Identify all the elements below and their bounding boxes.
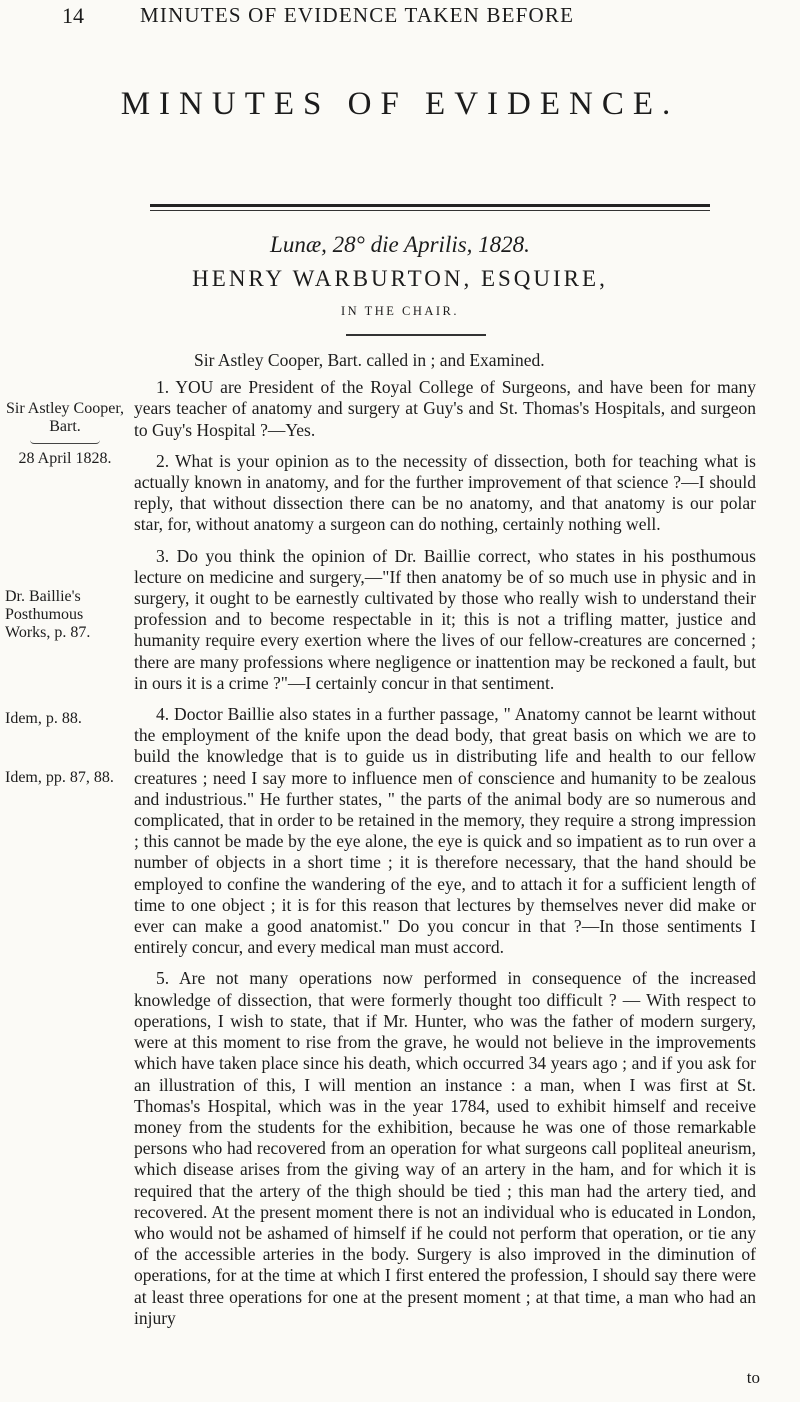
chair-subtitle: IN THE CHAIR. <box>340 304 460 318</box>
evidence-paragraph: 1. YOU are President of the Royal College of Surgeons, and have been for many years teacher of anatomy and surgery at Guy's and St. Thomas's Hospitals, and surgeon to Guy's Hospital ?—Yes. <box>134 377 756 440</box>
margin-note-citation: Idem, pp. 87, 88. <box>5 769 114 786</box>
margin-note-citation: Idem, p. 88. <box>5 710 82 727</box>
running-title: MINUTES OF EVIDENCE TAKEN BEFORE <box>140 3 575 27</box>
evidence-paragraph: 2. What is your opinion as to the necessity of dissection, both for teaching what is actually known in anatomy, and for the further improvement of that science ?—I should reply, that without dissection there can be no anatomy, and that anatomy is our polar star, for, without anatomy a surgeon can do nothing, certainly nothing well. <box>134 450 756 535</box>
page-number: 14 <box>62 3 84 28</box>
double-rule-thin <box>150 210 710 211</box>
catchword: to <box>746 1368 760 1387</box>
margin-note-date: 28 April 1828. <box>18 450 112 467</box>
evidence-paragraph: 4. Doctor Baillie also states in a further passage, " Anatomy cannot be learnt without the employment of the knife upon the dead body, that great basis on which we are to build the knowledge that is to guide us in distributing life and health to our fellow creatures ; need I say more to influence men of conscience and humanity to be zealous and industrious." He further states, " the parts of the animal body are so numerous and complicated, that in order to be retained in the memory, they require a strong impression ; this cannot be made by the eye alone, the eye is quick and so impatient as to run over a number of objects in a short time ; it is therefore necessary, that the hand should be employed to confine the wandering of the eye, and to attach it for a sufficient length of time to one object ; it is for this reason that lectures by themselves never did make or ever can make a good anatomist." Do you concur in that ?—In those sentiments I entirely concur, and every medical man must accord. <box>134 704 756 958</box>
brace-mark <box>30 440 100 444</box>
double-rule-thick <box>150 204 710 207</box>
evidence-paragraph: 5. Are not many operations now performed in consequence of the increased knowledge of dissection, that were formerly thought too difficult ? — With respect to operations, I wish to state, that if Mr. Hunter, who was the father of modern surgery, were at this moment to rise from the grave, he would not believe in the improvements which have taken place since his death, which occurred 34 years ago ; and if you ask for an illustration of this, I will mention an instance : a man, when I was first at St. Thomas's Hospital, which was in the year 1784, used to exhibit himself and receive money from the students for the exhibition, because he was one of those remarkable persons who had recovered from an operation for what surgeons call popliteal aneurism, which disease arises from the giving way of an artery in the ham, and for which it is required that the artery of the thigh should be tied ; this man had the artery tied, and recovered. At the present moment there is not an individual who is educated in London, who would not be ashamed of himself if he could not perform that operation, or tie any of the accessible arteries in the body. Surgery is also improved in the diminution of operations, for at the time at which I first entered the profession, I should say there were at least three operations for one at the present moment ; at that time, a man who had an injury <box>134 968 756 1328</box>
witness-intro: Sir Astley Cooper, Bart. called in ; and Examined. <box>194 350 545 370</box>
margin-note-witness: Sir Astley Cooper, Bart. <box>5 400 125 435</box>
evidence-paragraph: 3. Do you think the opinion of Dr. Baillie correct, who states in his posthumous lecture on medicine and surgery,—"If then anatomy be of so much use in physic and in surgery, it ought to be earnestly cultivated by those who really wish to understand their profession and to become respectable in it; this is not a trifling matter, justice and humanity require every exertion where the lives of our fellow-creatures are concerned ; there are many professions where negligence or inattention may be reckoned a fault, but in ours it is a crime ?"—I certainly concur in that sentiment. <box>134 545 756 693</box>
margin-notes <box>0 0 140 1402</box>
short-rule <box>346 334 486 336</box>
evidence-body <box>134 350 756 1339</box>
date-line: Lunæ, 28° die Aprilis, 1828. <box>270 232 530 257</box>
margin-note-citation: Dr. Baillie's Posthumous Works, p. 87. <box>5 588 91 641</box>
chair-name: HENRY WARBURTON, ESQUIRE, <box>192 266 608 291</box>
section-title: MINUTES OF EVIDENCE. <box>120 86 680 122</box>
